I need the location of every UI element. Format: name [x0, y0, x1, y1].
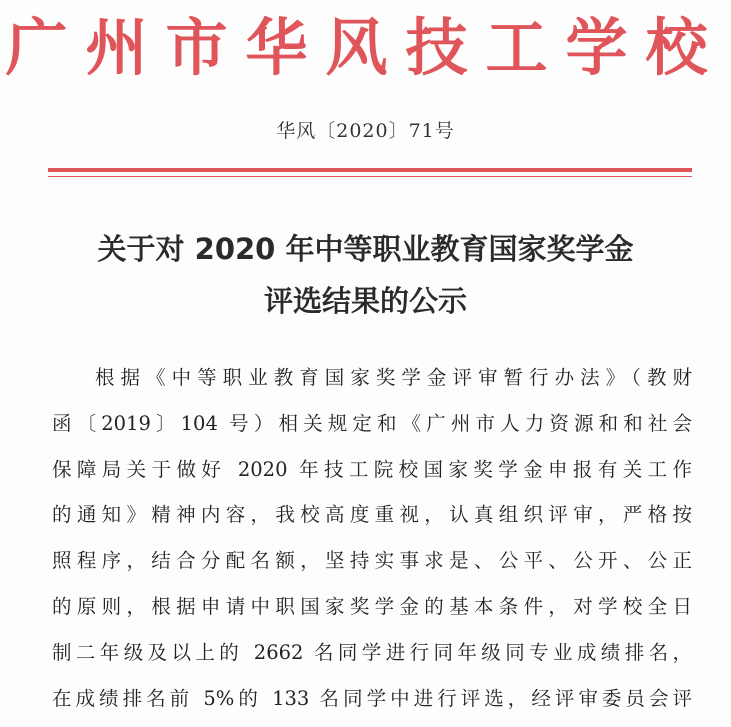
document-title-line-1: 关于对 2020 年中等职业教育国家奖学金 [97, 232, 634, 266]
body-line: 在成绩排名前 5%的 133 名同学中进行评选，经评审委员会评 [52, 686, 692, 710]
body-line: 的通知》精神内容，我校高度重视，认真组织评审，严格按 [52, 503, 692, 527]
organization-header: 广州市华风技工学校 [5, 11, 726, 84]
body-paragraph [52, 363, 692, 727]
header-divider-thick [48, 168, 692, 172]
body-line: 保障局关于做好 2020 年技工院校国家奖学金申报有关工作 [52, 457, 692, 481]
body-line: 照程序，结合分配名额，坚持实事求是、公平、公开、公正 [52, 549, 692, 573]
body-line: 根据《中等职业教育国家奖学金评审暂行办法》（教财 [95, 366, 692, 389]
header-divider-thin [48, 176, 692, 177]
body-line: 函〔2019〕104 号）相关规定和《广州市人力资源和和社会 [52, 411, 692, 435]
document-number: 华风〔2020〕71号 [276, 120, 455, 142]
document-title-line-2: 评选结果的公示 [263, 284, 467, 318]
body-line: 制二年级及以上的 2662 名同学进行同年级同专业成绩排名， [52, 640, 692, 664]
body-line: 的原则，根据申请中职国家奖学金的基本条件，对学校全日 [52, 594, 692, 618]
